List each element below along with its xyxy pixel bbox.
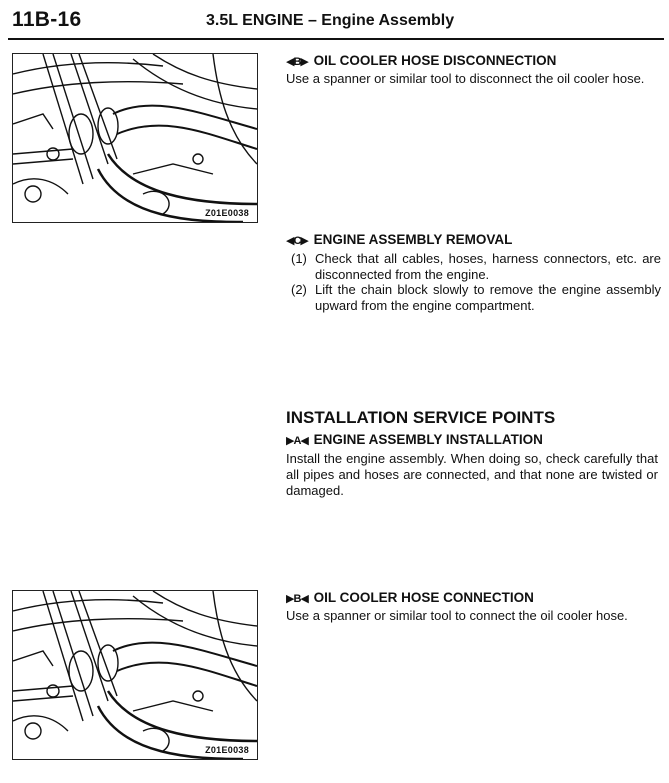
page-title: 3.5L ENGINE – Engine Assembly	[206, 12, 455, 29]
figure-code: Z01E0038	[205, 208, 249, 218]
figure-code: Z01E0038	[205, 745, 249, 755]
heading-text: OIL COOLER HOSE CONNECTION	[313, 590, 534, 605]
oil-cooler-hose-disconnection-heading	[286, 53, 556, 68]
removal-steps-list	[291, 251, 661, 313]
install-a-marker: ▶A◀	[286, 435, 308, 447]
figure-oil-cooler-hose-disconnection	[12, 53, 258, 223]
header-rule	[8, 38, 664, 40]
engine-illustration	[13, 54, 257, 222]
step-number: (2)	[291, 282, 307, 297]
heading-text: ENGINE ASSEMBLY INSTALLATION	[313, 432, 543, 447]
list-item	[291, 282, 661, 313]
step-text: Check that all cables, hoses, harness connectors, etc. are disconnected from the engine.	[315, 251, 661, 282]
heading-text: ENGINE ASSEMBLY REMOVAL	[313, 232, 513, 247]
installation-section-title: INSTALLATION SERVICE POINTS	[286, 408, 556, 427]
removal-b-marker: ◀B▶	[286, 56, 308, 68]
engine-assembly-installation-text: Install the engine assembly. When doing so, check carefully that all pipes and hoses are connected, and that none are twisted or damaged.	[286, 451, 658, 498]
list-item	[291, 251, 661, 282]
engine-assembly-removal-heading	[286, 232, 512, 247]
heading-text: OIL COOLER HOSE DISCONNECTION	[313, 53, 557, 68]
install-b-marker: ▶B◀	[286, 593, 308, 605]
figure-oil-cooler-hose-connection	[12, 590, 258, 760]
engine-assembly-installation-heading	[286, 432, 543, 447]
page-number: 11B-16	[12, 8, 82, 31]
removal-c-marker: ◀C▶	[286, 235, 308, 247]
engine-illustration	[13, 591, 257, 759]
oil-cooler-hose-connection-text: Use a spanner or similar tool to connect the oil cooler hose.	[286, 608, 628, 623]
step-text: Lift the chain block slowly to remove the engine assembly upward from the engine compartment.	[315, 282, 661, 313]
oil-cooler-hose-disconnection-text: Use a spanner or similar tool to disconnect the oil cooler hose.	[286, 71, 645, 86]
oil-cooler-hose-connection-heading	[286, 590, 534, 605]
step-number: (1)	[291, 251, 307, 266]
